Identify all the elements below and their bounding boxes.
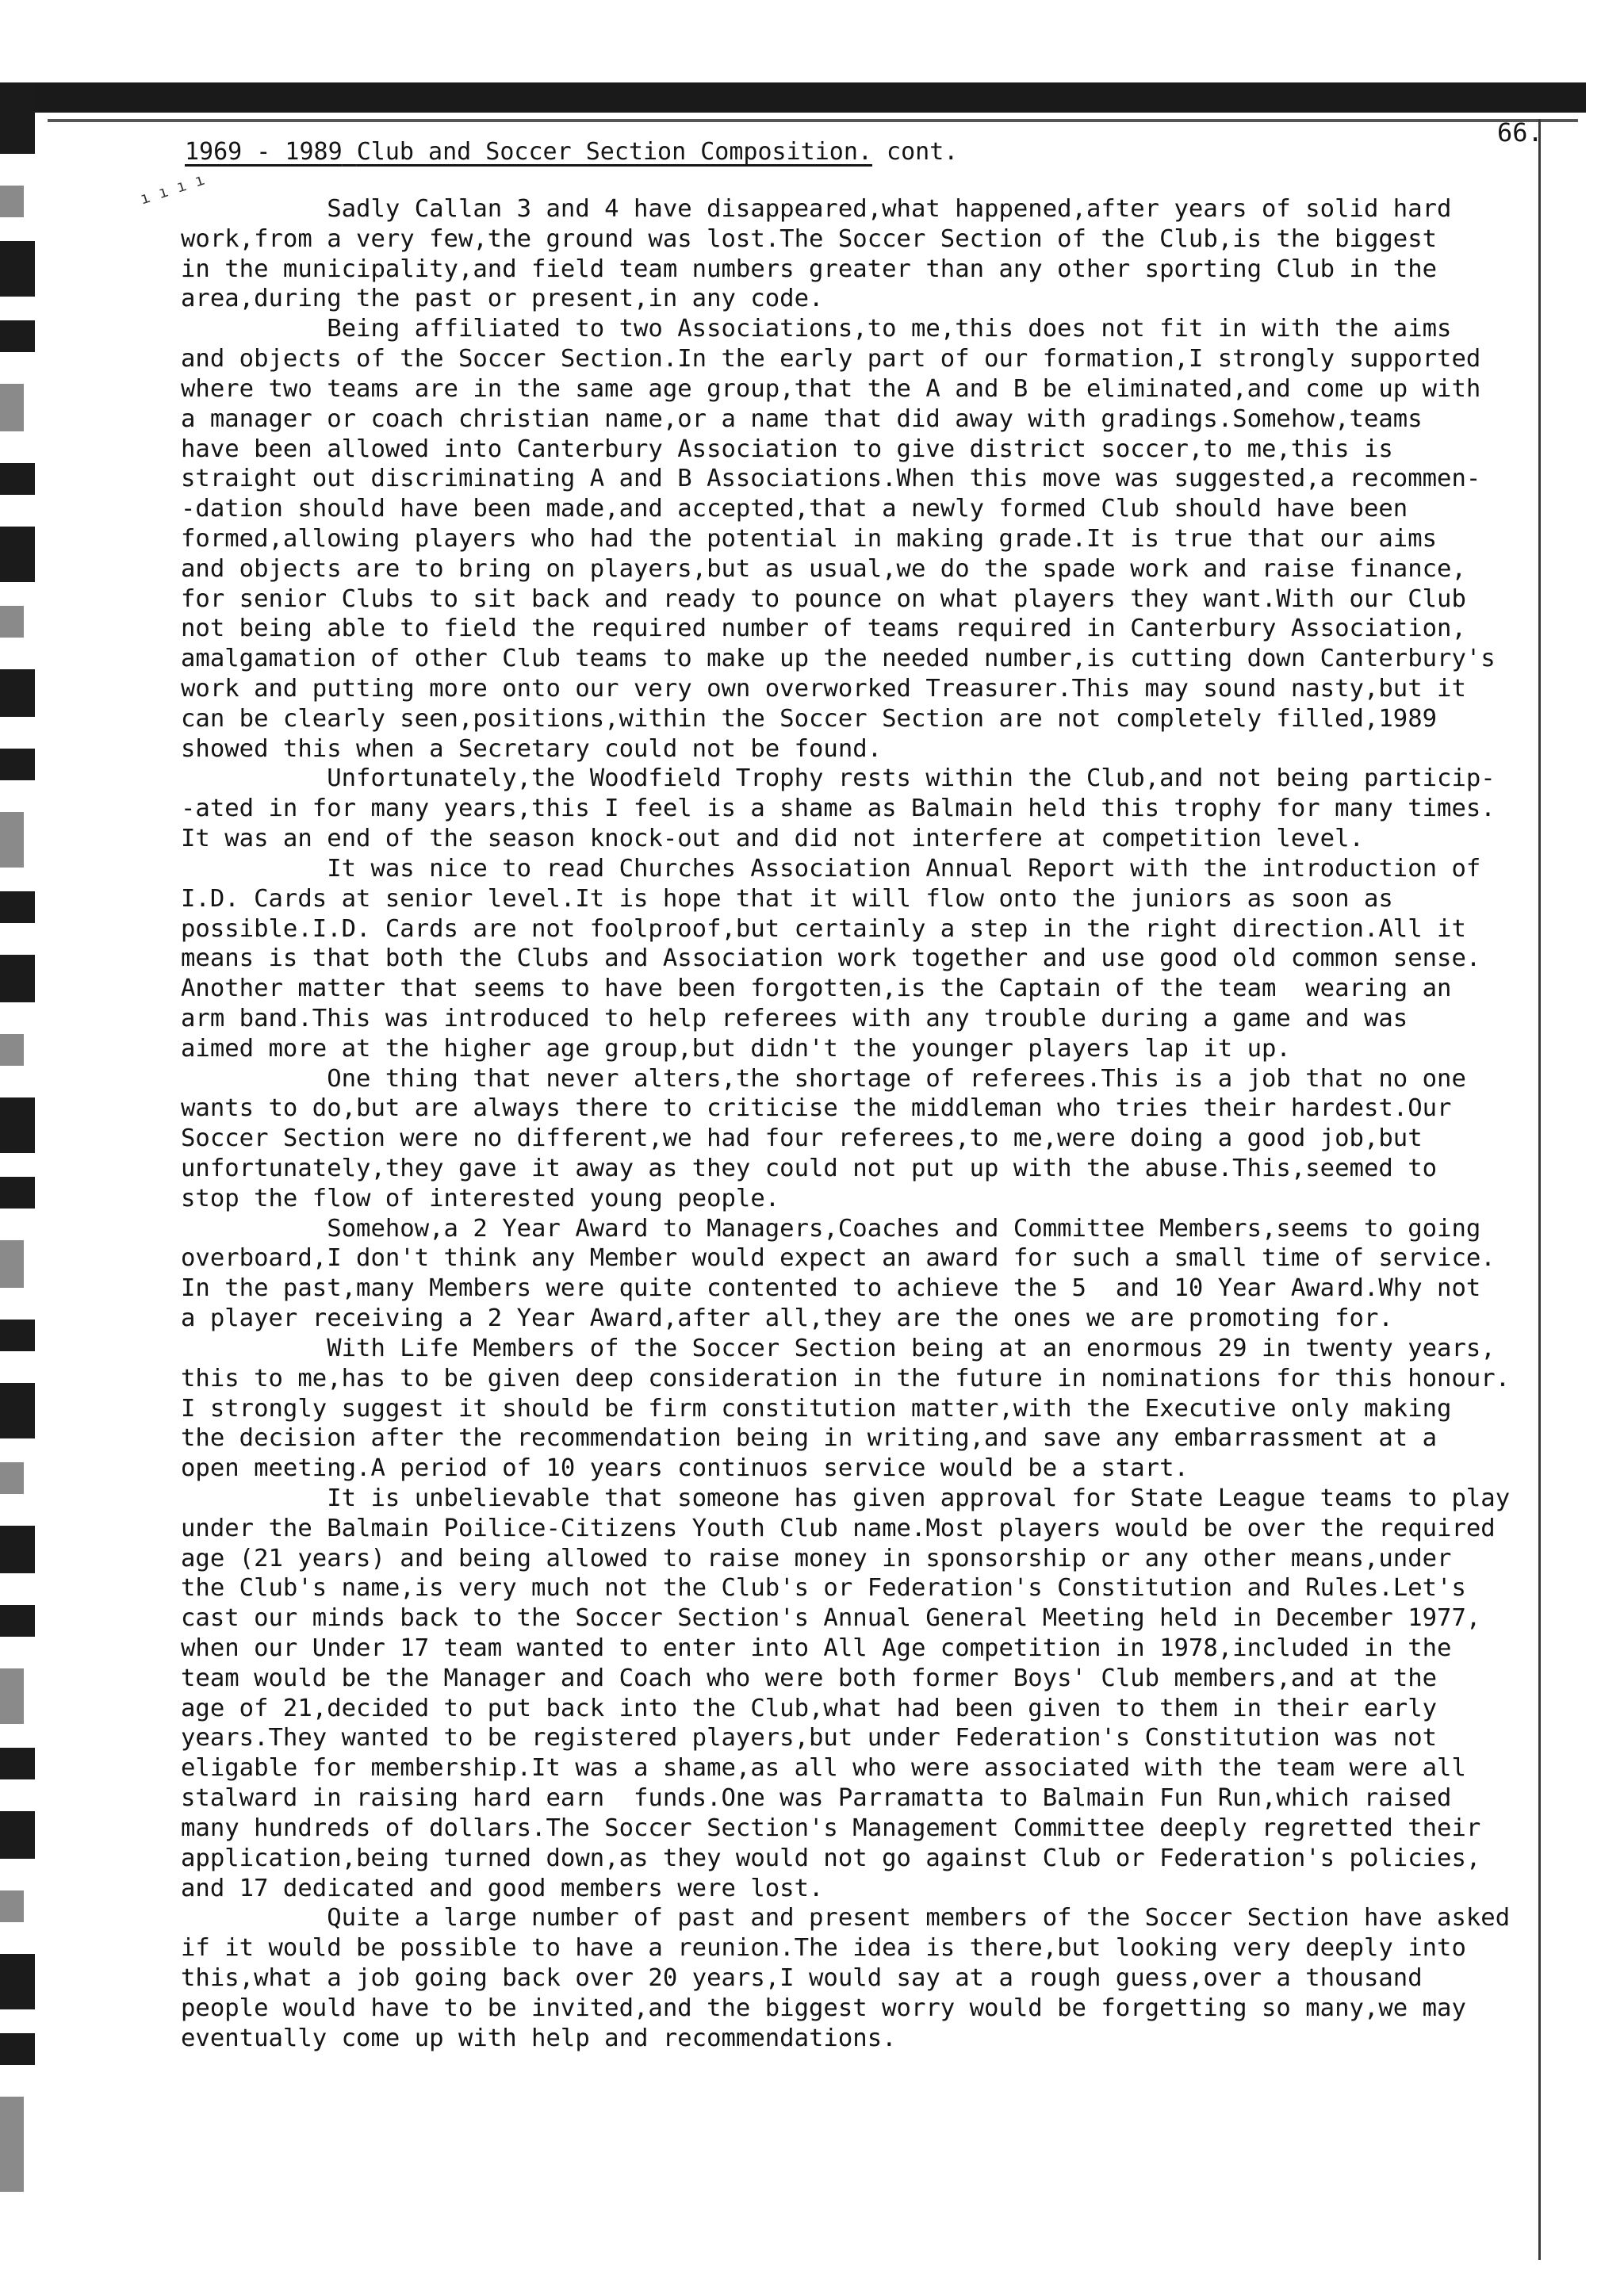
scan-right-edge-line [1538, 119, 1541, 2260]
text-line: this,what a job going back over 20 years,I would say at a rough guess,over a thousand [181, 1963, 1423, 1992]
text-line: Somehow,a 2 Year Award to Managers,Coaches and Committee Members,seems to going [181, 1214, 1481, 1243]
text-line: amalgamation of other Club teams to make up the needed number,is cutting down Canterbury's [181, 645, 1496, 673]
text-line: area,during the past or present,in any code. [181, 285, 824, 313]
text-line: aimed more at the higher age group,but didn't the younger players lap it up. [181, 1034, 1291, 1063]
text-line: It was nice to read Churches Association Annual Report with the introduction of [181, 854, 1481, 883]
text-line: for senior Clubs to sit back and ready to pounce on what players they want.With our Club [181, 584, 1466, 613]
binding-hole [0, 1034, 24, 1066]
text-line: a player receiving a 2 Year Award,after all,they are the ones we are promoting for. [181, 1304, 1393, 1333]
text-line: means is that both the Clubs and Association work together and use good old common sense. [181, 944, 1481, 973]
text-line: stop the flow of interested young people. [181, 1184, 780, 1212]
text-line: arm band.This was introduced to help referees with any trouble during a game and was [181, 1004, 1408, 1032]
binding-hole [0, 1668, 24, 1724]
text-line: Being affiliated to two Associations,to me,this does not fit in with the aims [181, 315, 1452, 343]
binding-hole [0, 1890, 24, 1922]
binding-hole [0, 749, 35, 780]
text-line: if it would be possible to have a reunion.The idea is there,but looking very deeply into [181, 1934, 1466, 1963]
text-line: in the municipality,and field team numbers greater than any other sporting Club in the [181, 255, 1438, 283]
text-line: and objects are to bring on players,but as usual,we do the spade work and raise finance, [181, 554, 1466, 583]
text-line: Soccer Section were no different,we had four referees,to me,were doing a good job,but [181, 1124, 1423, 1153]
body-text [181, 194, 1537, 2053]
text-line: One thing that never alters,the shortage of referees.This is a job that no one [181, 1064, 1466, 1093]
page-number: 66. [1497, 117, 1543, 147]
text-line: application,being turned down,as they would not go against Club or Federation's policies, [181, 1844, 1481, 1872]
text-line: and objects of the Soccer Section.In the early part of our formation,I strongly supported [181, 345, 1481, 373]
binding-hole [0, 891, 35, 923]
text-line: With Life Members of the Soccer Section being at an enormous 29 in twenty years, [181, 1334, 1496, 1362]
text-line: cast our minds back to the Soccer Section's Annual General Meeting held in December 1977, [181, 1604, 1481, 1633]
binding-hole [0, 527, 35, 582]
header-year-range: 1969 - 1989 [185, 138, 343, 166]
binding-hole [0, 606, 24, 638]
text-line: unfortunately,they gave it away as they could not put up with the abuse.This,seemed to [181, 1155, 1438, 1182]
text-line: formed,allowing players who had the potential in making grade.It is true that our aims [181, 524, 1438, 553]
text-line: have been allowed into Canterbury Association to give district soccer,to me,this is [181, 435, 1393, 463]
text-line: people would have to be invited,and the biggest worry would be forgetting so many,we may [181, 1994, 1466, 2022]
text-line: overboard,I don't think any Member would expect an award for such a small time of service. [181, 1244, 1496, 1273]
text-line: possible.I.D. Cards are not foolproof,but certainly a step in the right direction.All it [181, 914, 1466, 943]
margin-pen-marks: ı ı ı ı [137, 169, 207, 209]
text-line: It was an end of the season knock-out and did not interfere at competition level. [181, 825, 1364, 853]
binding-hole [0, 463, 35, 495]
text-line: years.They wanted to be registered players,but under Federation's Constitution was not [181, 1724, 1438, 1752]
text-line: Another matter that seems to have been forgotten,is the Captain of the team wearing an [181, 975, 1452, 1003]
text-line: this to me,has to be given deep consideration in the future in nominations for this honour. [181, 1364, 1511, 1392]
binding-hole [0, 384, 24, 431]
text-line: and 17 dedicated and good members were lost. [181, 1874, 824, 1902]
text-line: In the past,many Members were quite contented to achieve the 5 and 10 Year Award.Why not [181, 1274, 1481, 1303]
binding-holes-strip [0, 82, 48, 2204]
binding-hole [0, 1383, 35, 1438]
text-line: showed this when a Secretary could not be found. [181, 734, 883, 763]
text-line: work,from a very few,the ground was lost.The Soccer Section of the Club,is the biggest [181, 224, 1438, 253]
binding-hole [0, 186, 24, 217]
binding-hole [0, 1240, 24, 1288]
text-line: wants to do,but are always there to criticise the middleman who tries their hardest.Our [181, 1094, 1452, 1123]
binding-hole [0, 1177, 35, 1209]
text-line: Sadly Callan 3 and 4 have disappeared,what happened,after years of solid hard [181, 195, 1452, 223]
binding-hole [0, 1097, 35, 1153]
binding-hole [0, 812, 24, 868]
text-line: not being able to field the required number of teams required in Canterbury Association, [181, 615, 1466, 643]
binding-hole [0, 1526, 35, 1573]
binding-hole [0, 1954, 35, 2009]
binding-hole [0, 1748, 35, 1779]
text-line: Unfortunately,the Woodfield Trophy rests within the Club,and not being particip- [181, 764, 1496, 793]
text-line: I.D. Cards at senior level.It is hope that it will flow onto the juniors as soon as [181, 884, 1393, 913]
binding-hole [0, 669, 35, 717]
header-title: Club and Soccer Section Composition. [356, 138, 872, 166]
text-line: work and putting more onto our very own overworked Treasurer.This may sound nasty,but it [181, 675, 1466, 703]
text-line: can be clearly seen,positions,within the Soccer Section are not completely filled,1989 [181, 704, 1438, 733]
text-line: a manager or coach christian name,or a name that did away with gradings.Somehow,teams [181, 404, 1423, 433]
scan-top-border [0, 82, 1586, 113]
text-line: under the Balmain Poilice-Citizens Youth Club name.Most players would be over the required [181, 1514, 1496, 1542]
header-cont: cont. [871, 138, 959, 166]
binding-hole [0, 1605, 35, 1637]
binding-hole [0, 82, 35, 154]
text-line: the decision after the recommendation being in writing,and save any embarrassment at a [181, 1424, 1438, 1453]
text-line: many hundreds of dollars.The Soccer Section's Management Committee deeply regretted their [181, 1814, 1481, 1842]
binding-hole [0, 241, 35, 297]
binding-hole [0, 1811, 35, 1859]
scan-top-rule [48, 119, 1578, 122]
text-line: -ated in for many years,this I feel is a shame as Balmain held this trophy for many times. [181, 795, 1496, 823]
text-line: stalward in raising hard earn funds.One was Parramatta to Balmain Fun Run,which raised [181, 1784, 1452, 1813]
text-line: age (21 years) and being allowed to raise money in sponsorship or any other means,under [181, 1544, 1452, 1572]
text-line: -dation should have been made,and accepted,that a newly formed Club should have been [181, 495, 1408, 523]
binding-hole [0, 1462, 24, 1494]
text-line: straight out discriminating A and B Associations.When this move was suggested,a recommen- [181, 465, 1481, 493]
text-line: I strongly suggest it should be firm constitution matter,with the Executive only making [181, 1394, 1452, 1423]
text-line: age of 21,decided to put back into the Club,what had been given to them in their early [181, 1694, 1438, 1722]
binding-hole [0, 2097, 24, 2192]
text-line: It is unbelievable that someone has given approval for State League teams to play [181, 1484, 1511, 1512]
binding-hole [0, 1320, 35, 1351]
text-line: when our Under 17 team wanted to enter into All Age competition in 1978,included in the [181, 1634, 1452, 1662]
text-line: eligable for membership.It was a shame,as all who were associated with the team were all [181, 1754, 1466, 1783]
binding-hole [0, 320, 35, 352]
binding-hole [0, 955, 35, 1002]
text-line: the Club's name,is very much not the Club's or Federation's Constitution and Rules.Let's [181, 1574, 1466, 1603]
text-line: where two teams are in the same age group,that the A and B be eliminated,and come up with [181, 374, 1481, 403]
text-line: eventually come up with help and recommendations. [181, 2024, 897, 2052]
text-line: team would be the Manager and Coach who were both former Boys' Club members,and at the [181, 1664, 1438, 1692]
text-line: open meeting.A period of 10 years continuos service would be a start. [181, 1454, 1189, 1483]
text-line: Quite a large number of past and present members of the Soccer Section have asked [181, 1904, 1511, 1933]
binding-hole [0, 2033, 35, 2065]
page-header [185, 138, 958, 166]
